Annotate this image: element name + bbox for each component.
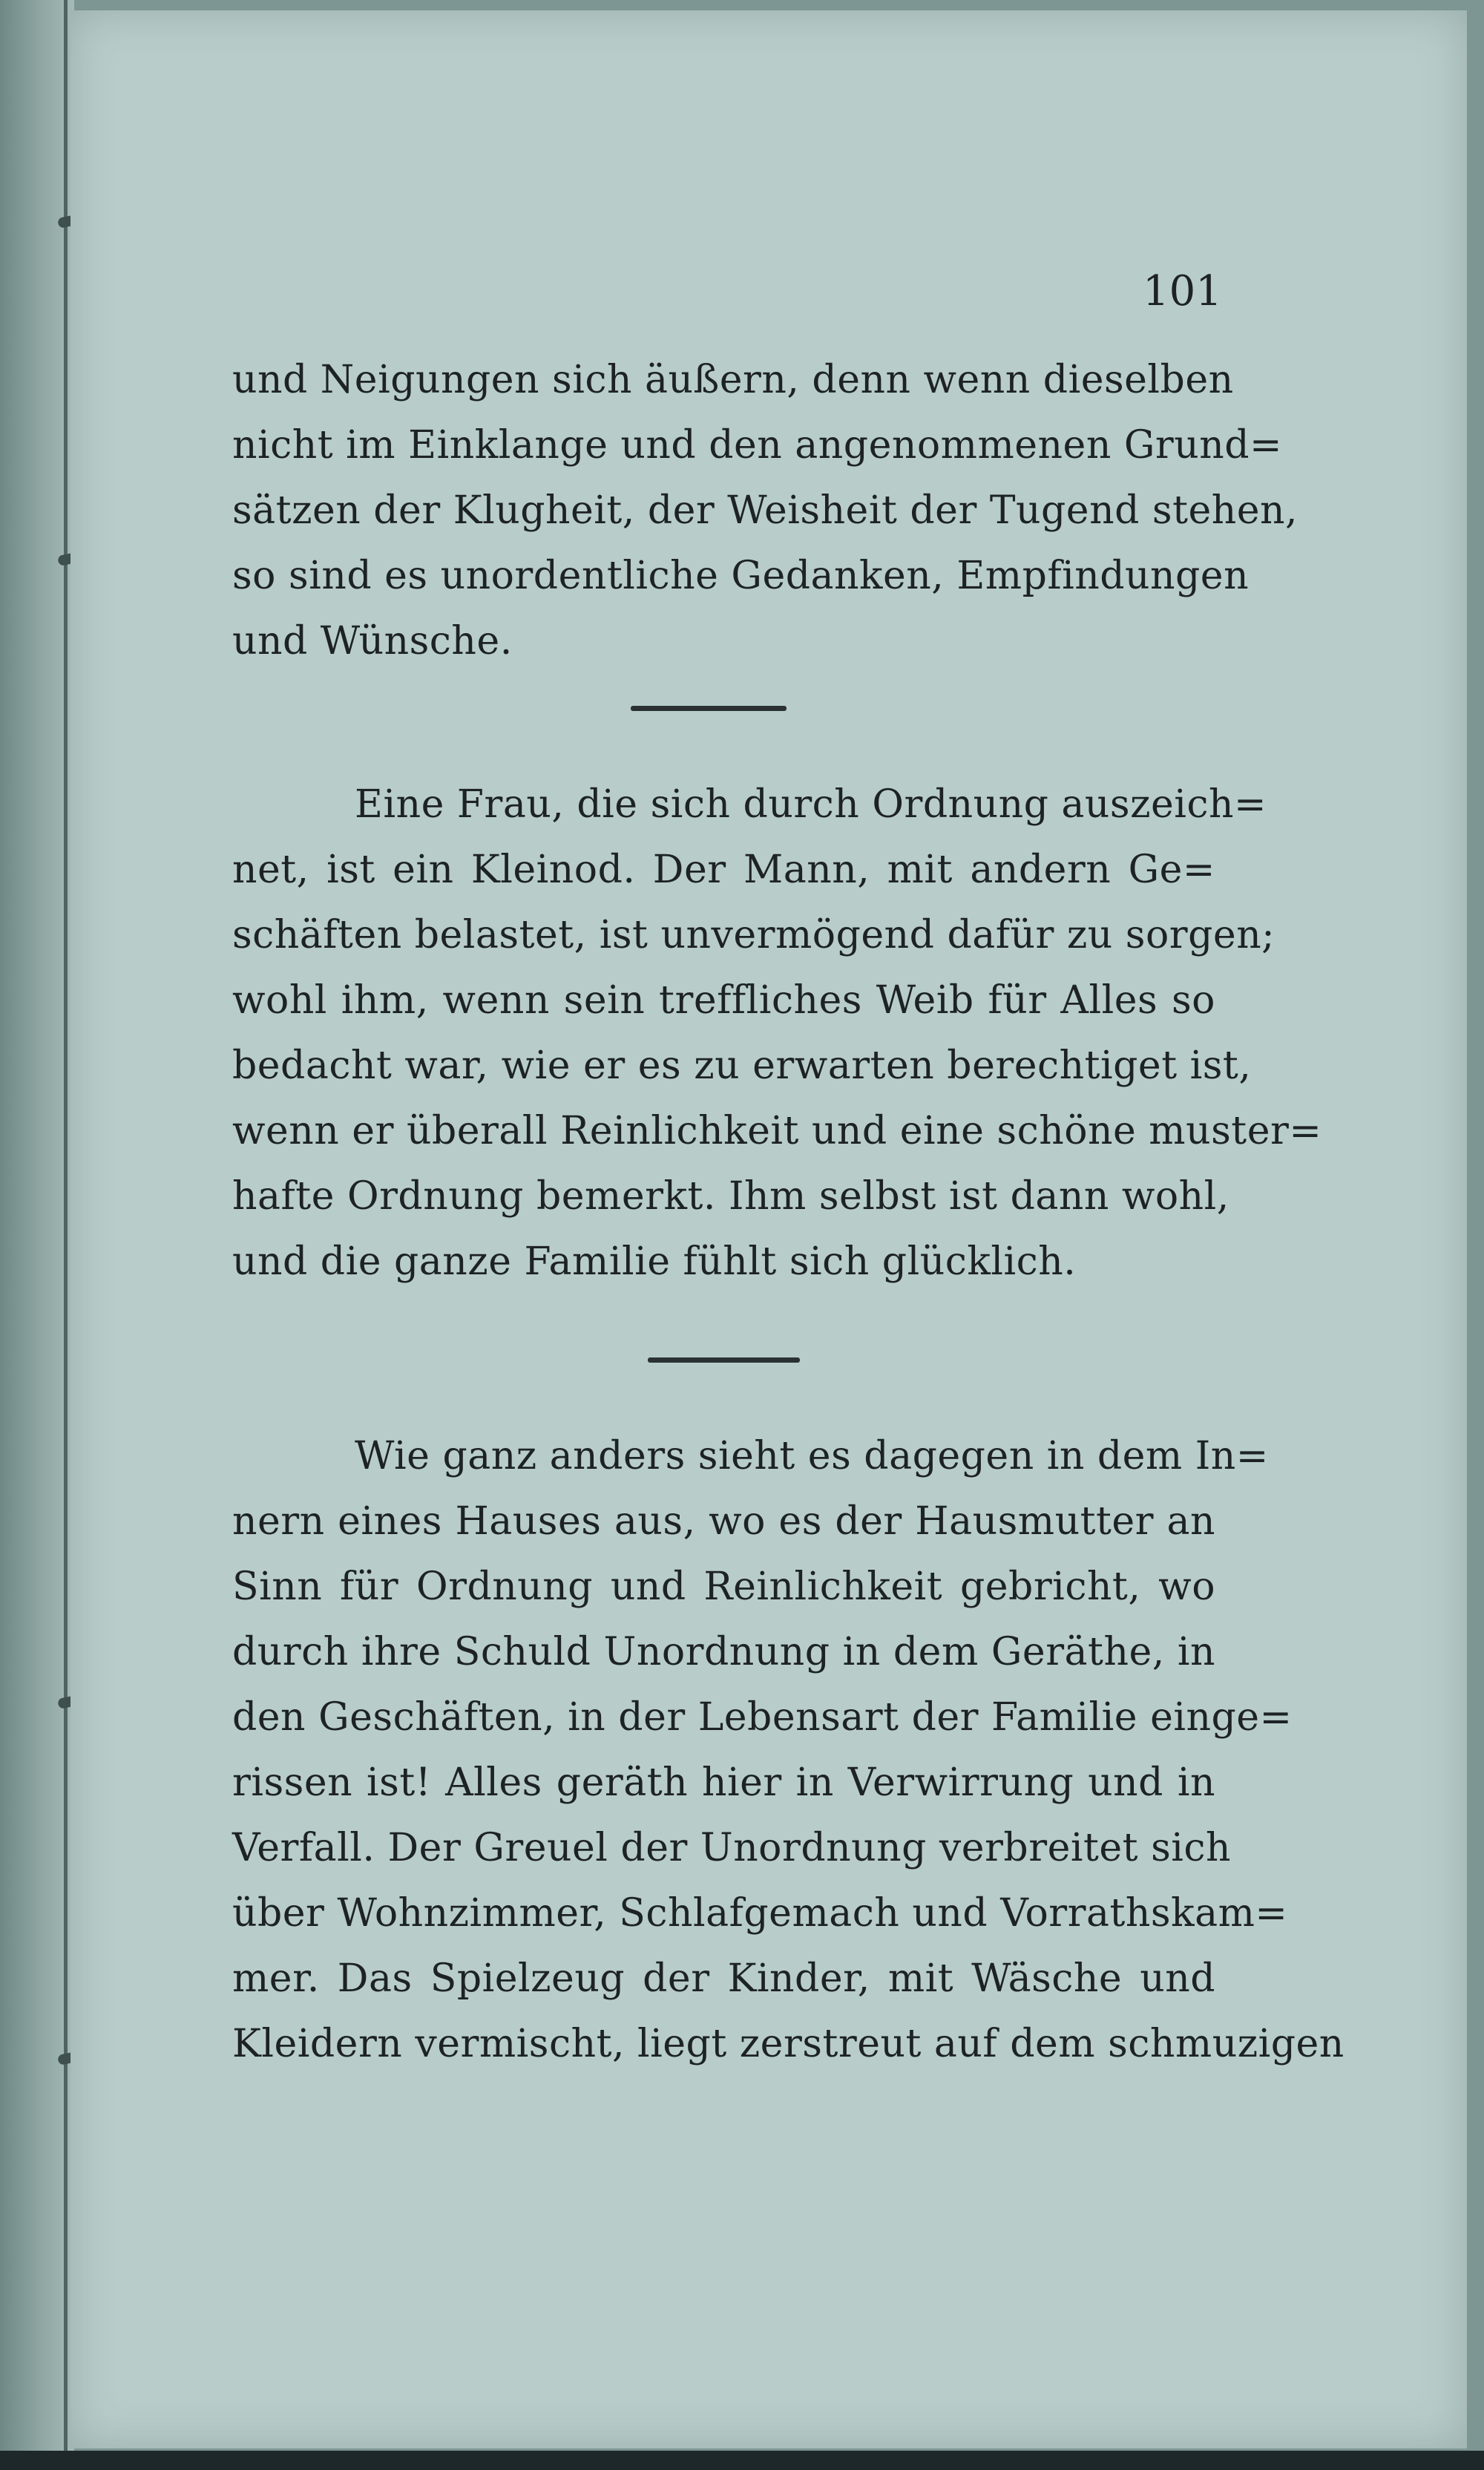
text-line: Sinn für Ordnung und Reinlichkeit gebricht, wo [232,1565,1215,1609]
binding-edge [64,0,68,2470]
text-line: nern eines Hauses aus, wo es der Hausmutter an [232,1499,1215,1544]
text-line: und die ganze Familie fühlt sich glücklich. [232,1239,1077,1284]
paragraph-2 [232,772,1322,1294]
text-line: den Geschäften, in der Lebensart der Familie einge= [232,1695,1293,1740]
text-line: net, ist ein Kleinod. Der Mann, mit andern Ge= [232,848,1215,892]
paragraph-1 [232,347,1298,674]
text-line: wenn er überall Reinlichkeit und eine schöne muster= [232,1109,1322,1153]
paragraph-3 [232,1424,1345,2077]
text-line: durch ihre Schuld Unordnung in dem Geräthe, in [232,1630,1215,1674]
text-line: so sind es unordentliche Gedanken, Empfindungen [232,554,1250,598]
text-line: und Neigungen sich äußern, denn wenn dieselben [232,358,1234,402]
book-binding [0,0,74,2470]
section-divider [648,1357,800,1363]
text-line: Wie ganz anders sieht es dagegen in dem In= [355,1434,1269,1478]
text-line: schäften belastet, ist unvermögend dafür zu sorgen; [232,913,1275,957]
text-line: hafte Ordnung bemerkt. Ihm selbst ist dann wohl, [232,1174,1229,1219]
text-line: mer. Das Spielzeug der Kinder, mit Wäsche und [232,1956,1215,2001]
text-line: rissen ist! Alles geräth hier in Verwirrung und in [232,1760,1215,1805]
text-line: bedacht war, wie er es zu erwarten berechtiget ist, [232,1044,1252,1088]
section-divider [631,706,787,711]
text-line: wohl ihm, wenn sein treffliches Weib für Alles so [232,978,1215,1023]
text-line: sätzen der Klugheit, der Weisheit der Tugend stehen, [232,488,1298,533]
text-line: und Wünsche. [232,619,513,664]
page-bottom-edge [0,2451,1484,2470]
text-line: über Wohnzimmer, Schlafgemach und Vorrathskam= [232,1891,1288,1936]
text-line: Kleidern vermischt, liegt zerstreut auf dem schmuzigen [232,2022,1345,2066]
page-number: 101 [1143,267,1222,315]
text-line: Eine Frau, die sich durch Ordnung auszeich= [355,782,1267,827]
text-line: nicht im Einklange und den angenommenen Grund= [232,423,1283,468]
text-line: Verfall. Der Greuel der Unordnung verbreitet sich [232,1826,1232,1870]
